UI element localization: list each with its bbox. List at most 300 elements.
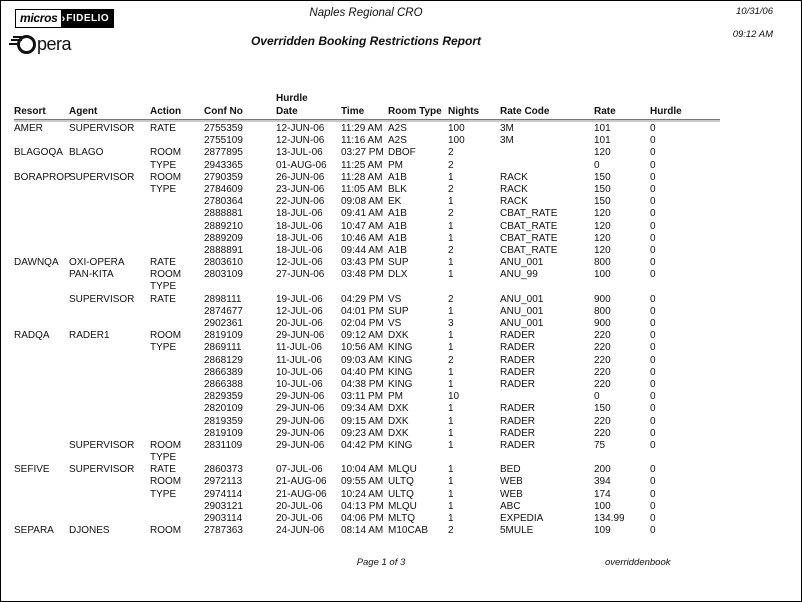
table-cell: 29-JUN-06 [276, 330, 325, 342]
table-cell: 1 [448, 378, 454, 390]
table-cell [69, 318, 150, 330]
table-cell: RADQA [14, 330, 50, 342]
table-cell: KING [388, 342, 413, 354]
table-cell: 0 [650, 366, 656, 378]
table-cell: RADER [500, 415, 536, 427]
table-cell [150, 208, 204, 220]
table-cell [150, 245, 204, 257]
col-header-rate: Rate [594, 106, 616, 117]
table-cell: RADER [500, 354, 536, 366]
table-cell [14, 160, 69, 172]
table-cell: 2819109 [204, 330, 243, 342]
table-cell [14, 294, 69, 306]
table-cell: PM [388, 159, 403, 171]
table-cell [69, 342, 150, 354]
table-cell: 2 [448, 147, 454, 159]
table-cell: 2866388 [204, 378, 243, 390]
col-header-room-type: Room Type [388, 106, 442, 117]
table-cell: A2S [388, 135, 407, 147]
table-cell [150, 355, 204, 367]
table-cell: RADER1 [69, 330, 110, 342]
table-cell [500, 391, 594, 403]
table-cell: 1 [448, 403, 454, 415]
table-cell [448, 452, 500, 464]
table-cell: 09:34 AM [341, 403, 384, 415]
table-cell: 0 [650, 342, 656, 354]
table-cell: 0 [650, 232, 656, 244]
table-row [14, 123, 720, 135]
table-cell: ROOM [150, 476, 182, 488]
table-cell: 02:04 PM [341, 318, 384, 329]
report-rows [14, 123, 720, 537]
table-cell: 04:13 PM [341, 500, 384, 512]
table-cell: 1 [448, 464, 454, 476]
table-cell: ANU_001 [500, 293, 544, 305]
table-cell: 2831109 [204, 439, 243, 451]
table-cell: SUPERVISOR [69, 464, 135, 476]
table-cell: SUPERVISOR [69, 439, 135, 451]
table-cell: A2S [388, 123, 407, 134]
table-cell [69, 403, 150, 415]
table-cell: PM [388, 391, 403, 403]
table-cell [14, 306, 69, 318]
table-cell: BLAGOQA [14, 147, 63, 159]
table-cell [69, 513, 150, 525]
col-header-nights: Nights [448, 106, 480, 117]
table-row [14, 440, 720, 452]
table-cell: 1 [448, 342, 454, 354]
table-row [14, 513, 720, 525]
table-cell: KING [388, 378, 413, 390]
table-cell: SUPERVISOR [69, 171, 135, 183]
table-cell [14, 221, 69, 233]
table-cell [500, 147, 594, 159]
table-cell: RADER [500, 439, 536, 451]
table-row [14, 184, 720, 196]
table-cell: RATE [150, 123, 176, 134]
col-header-hurdle-date [276, 93, 341, 118]
table-row [14, 367, 720, 379]
table-cell: 23-JUN-06 [276, 183, 325, 195]
table-cell: 09:44 AM [341, 244, 384, 256]
table-row [14, 489, 720, 501]
table-cell: SEFIVE [14, 464, 50, 476]
table-cell: 150 [594, 403, 611, 415]
table-cell: 120 [594, 232, 611, 244]
table-cell: AMER [14, 123, 43, 134]
table-cell [388, 452, 448, 464]
report-date: 10/31/06 [736, 6, 773, 17]
table-cell: 0 [650, 464, 656, 476]
table-cell: 1 [448, 257, 454, 269]
table-cell: 120 [594, 220, 611, 232]
table-cell: 19-JUL-06 [276, 293, 323, 305]
table-cell [150, 416, 204, 428]
table-cell: 1 [448, 427, 454, 439]
table-cell: 18-JUL-06 [276, 208, 323, 220]
table-cell: 0 [650, 196, 656, 208]
table-cell [14, 428, 69, 440]
table-cell: 2829359 [204, 391, 243, 403]
table-cell: 11:16 AM [341, 135, 383, 147]
table-cell [14, 135, 69, 147]
table-cell: 2819359 [204, 415, 243, 427]
table-cell: 0 [650, 159, 656, 171]
table-cell [14, 208, 69, 220]
table-cell: 3M [500, 123, 514, 134]
table-cell: 5MULE [500, 525, 534, 537]
table-cell [594, 281, 650, 293]
table-row [14, 525, 720, 537]
table-row [14, 196, 720, 208]
table-cell: MLQU [388, 500, 417, 512]
table-cell [448, 281, 500, 293]
table-cell: 11:28 AM [341, 171, 383, 183]
table-cell [69, 221, 150, 233]
table-cell: 0 [650, 305, 656, 317]
col-header-hurdle-over: Hurdle [276, 93, 308, 104]
table-cell [69, 184, 150, 196]
opera-logo-text: pera [37, 33, 72, 54]
table-cell: RATE [150, 257, 176, 269]
table-row [14, 318, 720, 330]
table-cell [650, 452, 720, 464]
table-cell [150, 391, 204, 403]
table-cell: 0 [650, 257, 656, 269]
table-cell: KING [388, 354, 413, 366]
report-table [14, 93, 720, 537]
table-cell: TYPE [150, 488, 177, 500]
table-cell [14, 233, 69, 245]
table-cell: 100 [594, 269, 611, 281]
table-cell: 1 [448, 171, 454, 183]
table-cell: ANU_001 [500, 257, 544, 269]
table-cell [150, 513, 204, 525]
table-cell: ROOM [150, 439, 182, 451]
table-cell [150, 367, 204, 379]
table-cell: 09:23 AM [341, 427, 384, 439]
table-cell: ULTQ [388, 488, 414, 500]
table-cell: 0 [650, 488, 656, 500]
table-cell [341, 281, 388, 293]
table-cell: 120 [594, 244, 611, 256]
table-cell: 0 [650, 330, 656, 342]
fidelio-logo-text: FIDELIO [66, 12, 110, 24]
table-cell: 220 [594, 415, 611, 427]
table-cell: RADER [500, 330, 536, 342]
table-cell [14, 513, 69, 525]
table-cell [14, 452, 69, 464]
col-header-resort: Resort [14, 106, 46, 117]
table-cell [69, 452, 150, 464]
table-cell: 2819109 [204, 427, 243, 439]
table-cell: 10:46 AM [341, 232, 384, 244]
table-cell [14, 379, 69, 391]
table-row [14, 281, 720, 293]
table-cell [276, 452, 341, 464]
table-cell: 0 [650, 415, 656, 427]
table-row [14, 294, 720, 306]
table-cell: 20-JUL-06 [276, 318, 323, 329]
table-cell: DXK [388, 403, 409, 415]
table-cell [14, 501, 69, 513]
table-cell: 09:41 AM [341, 208, 384, 220]
col-header-agent: Agent [69, 106, 98, 117]
table-cell [150, 135, 204, 147]
table-row [14, 147, 720, 159]
table-row [14, 330, 720, 342]
table-cell: 18-JUL-06 [276, 220, 323, 232]
table-cell: 18-JUL-06 [276, 244, 323, 256]
table-header-row [14, 93, 720, 118]
table-cell [69, 160, 150, 172]
col-header-hurdle: Hurdle [650, 106, 682, 117]
table-cell: 10:47 AM [341, 220, 384, 232]
table-cell: 2972113 [204, 476, 243, 488]
table-cell [150, 428, 204, 440]
table-cell: ANU_001 [500, 305, 544, 317]
table-row [14, 452, 720, 464]
table-cell: 26-JUN-06 [276, 171, 325, 183]
table-cell [69, 391, 150, 403]
table-cell [150, 403, 204, 415]
table-row [14, 135, 720, 147]
table-cell: MLQU [388, 464, 417, 476]
table-cell: 10:04 AM [341, 464, 384, 476]
table-cell: CBAT_RATE [500, 244, 558, 256]
table-cell: 0 [650, 208, 656, 220]
table-cell: 09:15 AM [341, 415, 384, 427]
table-cell [69, 135, 150, 147]
table-cell [14, 318, 69, 330]
table-cell [69, 355, 150, 367]
table-cell: ROOM [150, 147, 182, 159]
table-cell: 21-AUG-06 [276, 488, 327, 500]
table-cell: TYPE [150, 159, 177, 171]
table-cell [276, 281, 341, 293]
page-title: Naples Regional CRO [309, 7, 423, 19]
table-cell: 2974114 [204, 488, 243, 500]
table-cell: DLX [388, 269, 408, 281]
table-cell: 101 [594, 123, 611, 134]
table-row [14, 428, 720, 440]
table-cell: TYPE [150, 281, 177, 293]
table-cell: 10-JUL-06 [276, 378, 323, 390]
table-cell: 3 [448, 318, 454, 329]
table-cell: ABC [500, 500, 521, 512]
table-cell: SUPERVISOR [69, 123, 135, 134]
table-cell: 220 [594, 427, 611, 439]
table-cell: 2869111 [204, 342, 242, 354]
table-cell [69, 501, 150, 513]
table-cell: RADER [500, 427, 536, 439]
report-subtitle: Overridden Booking Restrictions Report [250, 34, 482, 48]
table-cell: 150 [594, 171, 611, 183]
table-cell: A1B [388, 244, 407, 256]
table-cell: 04:42 PM [341, 439, 384, 451]
table-cell: 10:24 AM [341, 488, 384, 500]
table-cell [14, 440, 69, 452]
table-cell: 1 [448, 232, 454, 244]
table-cell: 2868129 [204, 354, 243, 366]
table-row [14, 208, 720, 220]
table-cell: 1 [448, 196, 454, 208]
table-cell [150, 501, 204, 513]
table-cell: 1 [448, 305, 454, 317]
table-cell: 0 [650, 439, 656, 451]
table-row [14, 342, 720, 354]
table-cell: CBAT_RATE [500, 220, 558, 232]
table-cell [204, 281, 276, 293]
table-cell: 12-JUN-06 [276, 123, 325, 134]
table-cell: 10-JUL-06 [276, 366, 323, 378]
table-cell [69, 245, 150, 257]
table-cell: PAN-KITA [69, 269, 114, 281]
table-cell: DBOF [388, 147, 416, 159]
report-file-name: overriddenbook [605, 557, 671, 568]
table-cell: KING [388, 439, 413, 451]
table-cell: 2 [448, 159, 454, 171]
table-cell: 174 [594, 488, 611, 500]
table-cell: 0 [650, 147, 656, 159]
table-cell [650, 281, 720, 293]
table-cell: 01-AUG-06 [276, 159, 327, 171]
table-cell: 0 [650, 293, 656, 305]
table-cell: 800 [594, 305, 611, 317]
table-cell [14, 184, 69, 196]
table-cell: DXK [388, 415, 409, 427]
table-cell: 0 [650, 391, 656, 403]
table-row [14, 416, 720, 428]
table-cell: SUP [388, 305, 409, 317]
table-cell: 10 [448, 391, 460, 403]
arrow-icon: › [61, 12, 66, 25]
table-cell: SUP [388, 257, 409, 269]
table-cell: 09:12 AM [341, 330, 384, 342]
table-cell [14, 355, 69, 367]
table-cell: 20-JUL-06 [276, 513, 323, 524]
table-cell: SEPARA [14, 525, 54, 537]
table-cell: 0 [594, 159, 600, 171]
table-cell: 220 [594, 342, 611, 354]
table-cell: 0 [594, 391, 600, 403]
table-cell: DXK [388, 427, 409, 439]
table-row [14, 257, 720, 269]
table-cell: 900 [594, 318, 611, 329]
table-row [14, 221, 720, 233]
table-cell: 220 [594, 366, 611, 378]
table-cell: 75 [594, 439, 606, 451]
table-cell: 03:11 PM [341, 391, 384, 403]
table-row [14, 306, 720, 318]
table-cell [14, 342, 69, 354]
table-cell: ANU_99 [500, 269, 538, 281]
table-cell: 22-JUN-06 [276, 196, 325, 208]
table-cell: 100 [594, 500, 611, 512]
table-cell: 09:55 AM [341, 476, 384, 488]
table-cell: 3M [500, 135, 514, 147]
table-cell [150, 221, 204, 233]
table-cell: 29-JUN-06 [276, 415, 325, 427]
table-cell: 2888881 [204, 208, 243, 220]
table-cell: 0 [650, 244, 656, 256]
table-cell [150, 318, 204, 330]
table-cell: 800 [594, 257, 611, 269]
datetime-block [683, 6, 773, 40]
table-cell: ROOM [150, 269, 182, 281]
table-cell: ROOM [150, 171, 182, 183]
table-cell: 2 [448, 183, 454, 195]
table-cell: 0 [650, 378, 656, 390]
table-cell: 11:25 AM [341, 159, 383, 171]
table-cell: 2888891 [204, 244, 243, 256]
table-cell: RACK [500, 171, 528, 183]
table-cell: 04:29 PM [341, 293, 384, 305]
table-row [14, 160, 720, 172]
table-cell: 04:06 PM [341, 513, 384, 524]
table-cell: A1B [388, 220, 407, 232]
table-cell: 04:01 PM [341, 305, 384, 317]
table-cell: 2 [448, 525, 454, 537]
table-cell: 29-JUN-06 [276, 439, 325, 451]
table-cell: 134.99 [594, 513, 625, 524]
table-cell: 2755109 [204, 135, 243, 147]
table-cell: 0 [650, 500, 656, 512]
header-divider [14, 119, 720, 122]
col-header-date: Date [276, 106, 298, 117]
table-row [14, 501, 720, 513]
table-cell: 21-AUG-06 [276, 476, 327, 488]
table-cell: KING [388, 366, 413, 378]
table-row [14, 379, 720, 391]
table-cell [69, 379, 150, 391]
table-cell [14, 403, 69, 415]
table-cell: 2889209 [204, 232, 243, 244]
table-cell [69, 428, 150, 440]
col-header-action: Action [150, 106, 182, 117]
micros-logo-text: micros [16, 10, 61, 27]
table-cell: DXK [388, 330, 409, 342]
table-cell: ANU_001 [500, 318, 544, 329]
table-cell: 0 [650, 354, 656, 366]
table-cell [14, 196, 69, 208]
table-cell: 0 [650, 220, 656, 232]
table-cell [69, 306, 150, 318]
table-cell [69, 196, 150, 208]
table-cell: 09:08 AM [341, 196, 384, 208]
table-cell: 2780364 [204, 196, 243, 208]
table-cell: 1 [448, 513, 454, 524]
table-cell: 220 [594, 354, 611, 366]
table-cell: RATE [150, 293, 176, 305]
table-cell: 2784609 [204, 183, 243, 195]
table-cell [14, 489, 69, 501]
table-cell: 0 [650, 525, 656, 537]
table-cell [69, 367, 150, 379]
table-cell: 07-JUL-06 [276, 464, 323, 476]
table-cell: 03:27 PM [341, 147, 384, 159]
table-cell: EK [388, 196, 402, 208]
table-cell: 0 [650, 183, 656, 195]
table-cell: RADER [500, 378, 536, 390]
table-cell: A1B [388, 232, 407, 244]
table-cell [14, 281, 69, 293]
table-cell: TYPE [150, 183, 177, 195]
table-cell: 11-JUL-06 [276, 342, 322, 354]
table-cell: 100 [448, 123, 465, 134]
table-cell: 2787363 [204, 525, 243, 537]
table-cell: 04:40 PM [341, 366, 384, 378]
